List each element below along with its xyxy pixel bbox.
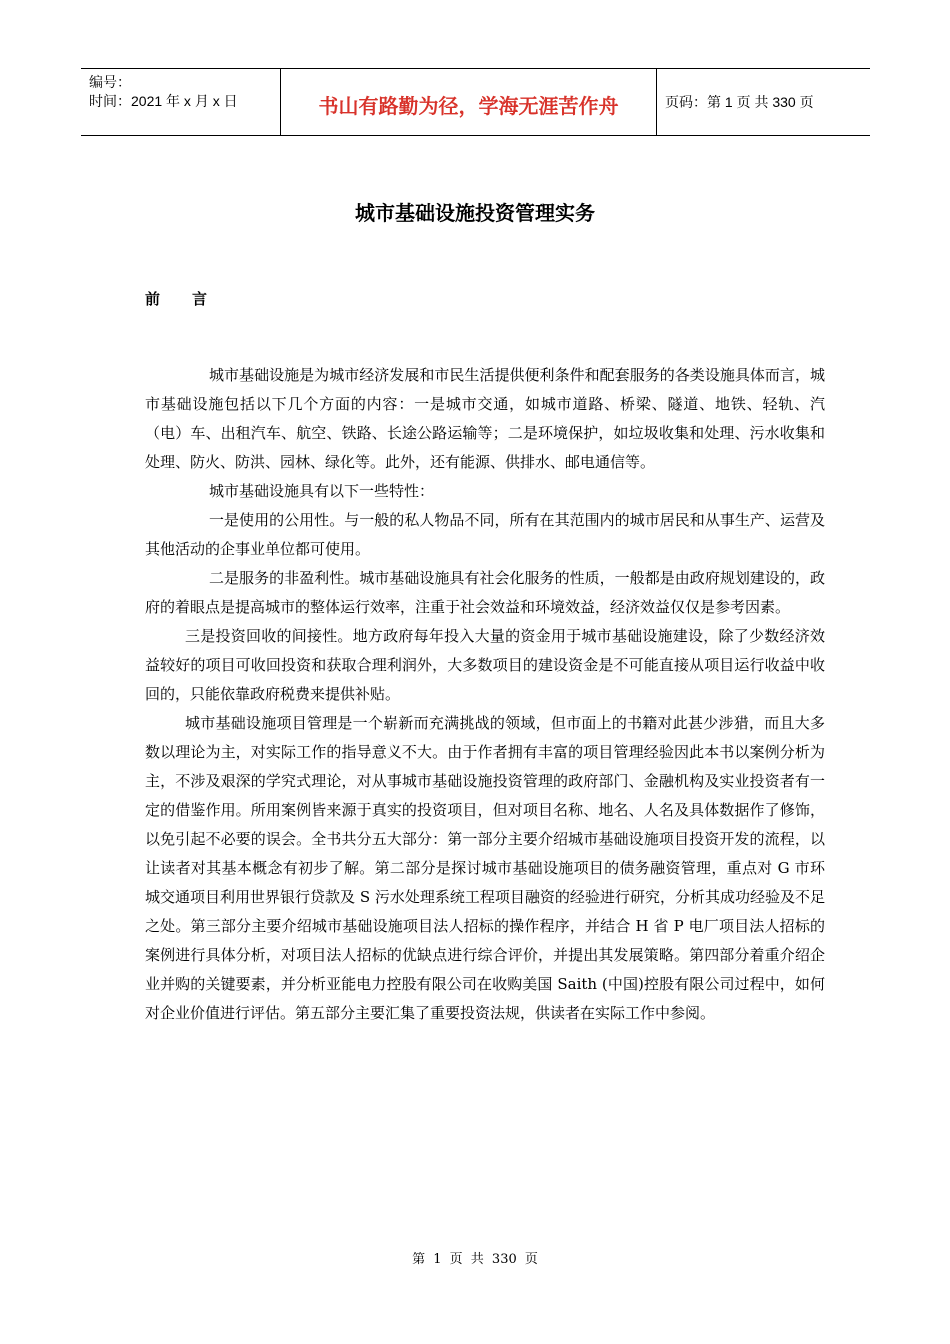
document-body	[145, 361, 825, 1028]
section-heading: 前言	[145, 290, 240, 308]
header-table	[81, 68, 870, 136]
paragraph: 城市基础设施具有以下一些特性：	[209, 482, 435, 500]
time-label: 时间：2021 年 x 月 x 日	[89, 93, 238, 109]
motto-text: 书山有路勤为径，学海无涯苦作舟	[318, 93, 619, 118]
paragraph: 城市基础设施项目管理是一个崭新而充满挑战的领域，但市面上的书籍对此甚少涉猎，而且大多数以理论为主，对实际工作的指导意义不大。由于作者拥有丰富的项目管理经验因此本书以案例分析为主，不涉及艰深的学究式理论，对从事城市基础设施投资管理的政府部门、金融机构及实业投资者有一定的借鉴作用。所用案例皆来源于真实的投资项目，但对项目名称、地名、人名及具体数据作了修饰，以免引起不必要的误会。全书共分五大部分：第一部分主要介绍城市基础设施项目投资开发的流程，以让读者对其基本概念有初步了解。第二部分是探讨城市基础设施项目的债务融资管理，重点对 G 市环城交通项目利用世界银行贷款及 S 污水处理系统工程项目融资的经验进行研究，分析其成功经验及不足之处。第三部分主要介绍城市基础设施项目法人招标的操作程序，并结合 H 省 P 电厂项目法人招标的案例进行具体分析，对项目法人招标的优缺点进行综合评价，并提出其发展策略。第四部分着重介绍企业并购的关键要素，并分析亚能电力控股有限公司在收购美国 Saith (中国)控股有限公司过程中，如何对企业价值进行评估。第五部分主要汇集了重要投资法规，供读者在实际工作中参阅。	[145, 714, 825, 1022]
page-info: 页码：第 1 页 共 330 页	[665, 94, 814, 110]
header-motto-cell	[281, 69, 657, 135]
header-page-cell	[657, 69, 870, 135]
document-title: 城市基础设施投资管理实务	[355, 201, 595, 225]
paragraph: 城市基础设施是为城市经济发展和市民生活提供便利条件和配套服务的各类设施具体而言，城市基础设施包括以下几个方面的内容：一是城市交通，如城市道路、桥梁、隧道、地铁、轻轨、汽（电）车、出租汽车、航空、铁路、长途公路运输等；二是环境保护，如垃圾收集和处理、污水收集和处理、防火、防洪、园林、绿化等。此外，还有能源、供排水、邮电通信等。	[145, 366, 825, 471]
paragraph: 三是投资回收的间接性。地方政府每年投入大量的资金用于城市基础设施建设，除了少数经济效益较好的项目可收回投资和获取合理利润外，大多数项目的建设资金是不可能直接从项目运行收益中收回的，只能依靠政府税费来提供补贴。	[145, 627, 825, 703]
paragraph: 二是服务的非盈利性。城市基础设施具有社会化服务的性质，一般都是由政府规划建设的，政府的着眼点是提高城市的整体运行效率，注重于社会效益和环境效益，经济效益仅仅是参考因素。	[145, 569, 825, 616]
page-footer: 第 1 页 共 330 页	[412, 1252, 538, 1267]
paragraph: 一是使用的公用性。与一般的私人物品不同，所有在其范围内的城市居民和从事生产、运营及其他活动的企事业单位都可使用。	[145, 511, 825, 558]
number-label: 编号：	[89, 74, 131, 90]
header-meta-cell	[81, 69, 281, 135]
